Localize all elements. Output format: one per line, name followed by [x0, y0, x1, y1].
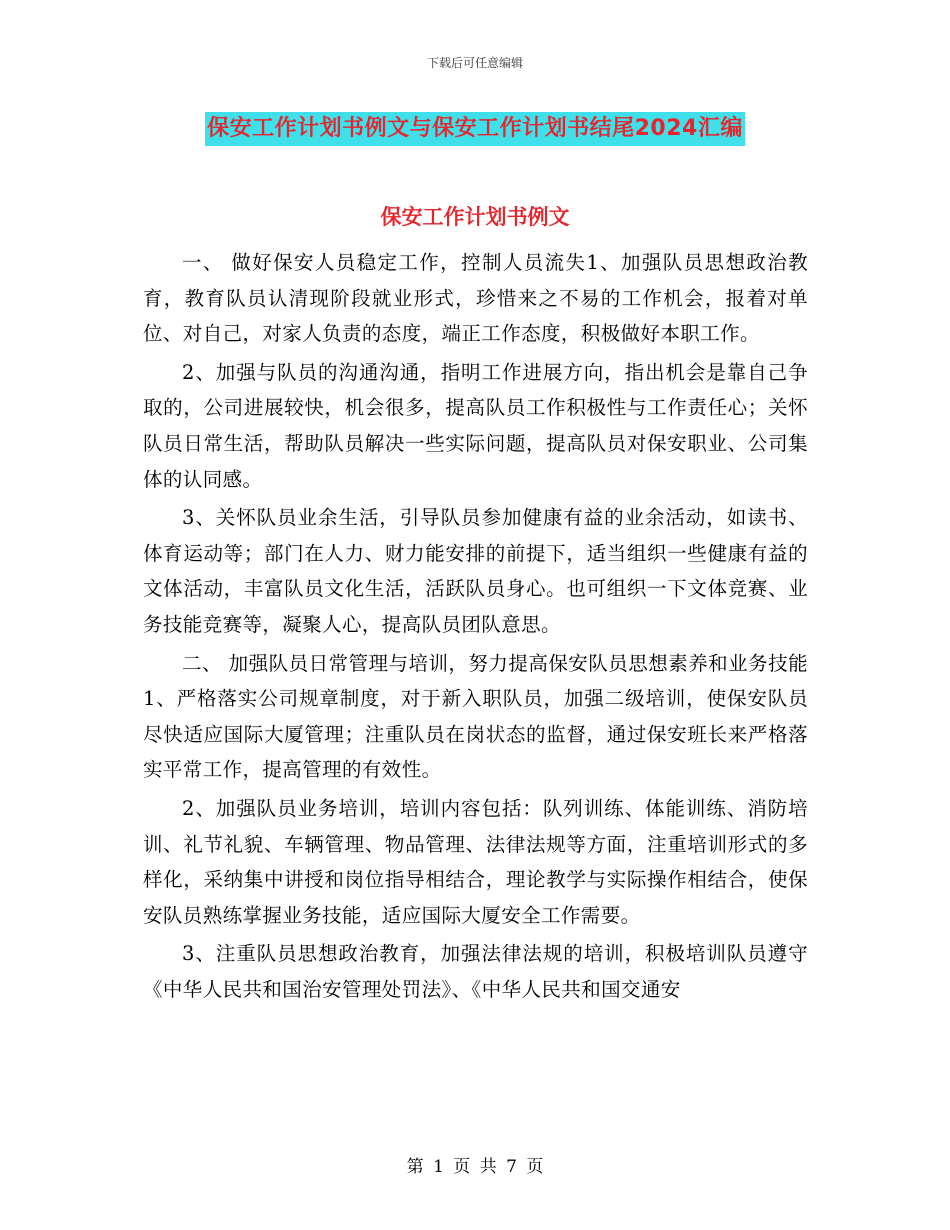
main-title-container: [0, 112, 950, 146]
paragraph: 一、 做好保安人员稳定工作，控制人员流失1、加强队员思想政治教育，教育队员认清现阶段就业形式，珍惜来之不易的工作机会，报着对单位、对自己，对家人负责的态度，端正工作态度，积极做好本职工作。: [143, 251, 808, 346]
document-body: [143, 245, 808, 1010]
paragraph: 2、加强队员业务培训，培训内容包括：队列训练、体能训练、消防培训、礼节礼貌、车辆管理、物品管理、法律法规等方面，注重培训形式的多样化，采纳集中讲授和岗位指导相结合，理论教学与实际操作相结合，使保安队员熟练掌握业务技能，适应国际大厦安全工作需要。: [143, 796, 808, 927]
document-main-title: 保安工作计划书例文与保安工作计划书结尾2024汇编: [205, 112, 745, 146]
paragraph: 3、关怀队员业余生活，引导队员参加健康有益的业余活动，如读书、体育运动等；部门在人力、财力能安排的前提下，适当组织一些健康有益的文体活动，丰富队员文化生活，活跃队员身心。也可组织一下文体竞赛、业务技能竞赛等，凝聚人心，提高队员团队意思。: [143, 506, 808, 636]
paragraph: 2、加强与队员的沟通沟通，指明工作进展方向，指出机会是靠自己争取的，公司进展较快，机会很多，提高队员工作积极性与工作责任心；关怀队员日常生活，帮助队员解决一些实际问题，提高队员对保安职业、公司集体的认同感。: [143, 360, 808, 491]
page-number-footer: 第 1 页 共 7 页: [406, 1157, 544, 1177]
paragraph: 3、注重队员思想政治教育，加强法律法规的培训，积极培训队员遵守《中华人民共和国治安管理处罚法》、《中华人民共和国交通安: [143, 942, 808, 1001]
section-title: 保安工作计划书例文: [380, 205, 570, 229]
paragraph: 二、 加强队员日常管理与培训，努力提高保安队员思想素养和业务技能 1、严格落实公司规章制度，对于新入职队员，加强二级培训，使保安队员尽快适应国际大厦管理；注重队员在岗状态的监督，通过保安班长来严格落实平常工作，提高管理的有效性。: [143, 651, 808, 782]
download-editable-note: 下载后可任意编辑: [426, 56, 523, 70]
